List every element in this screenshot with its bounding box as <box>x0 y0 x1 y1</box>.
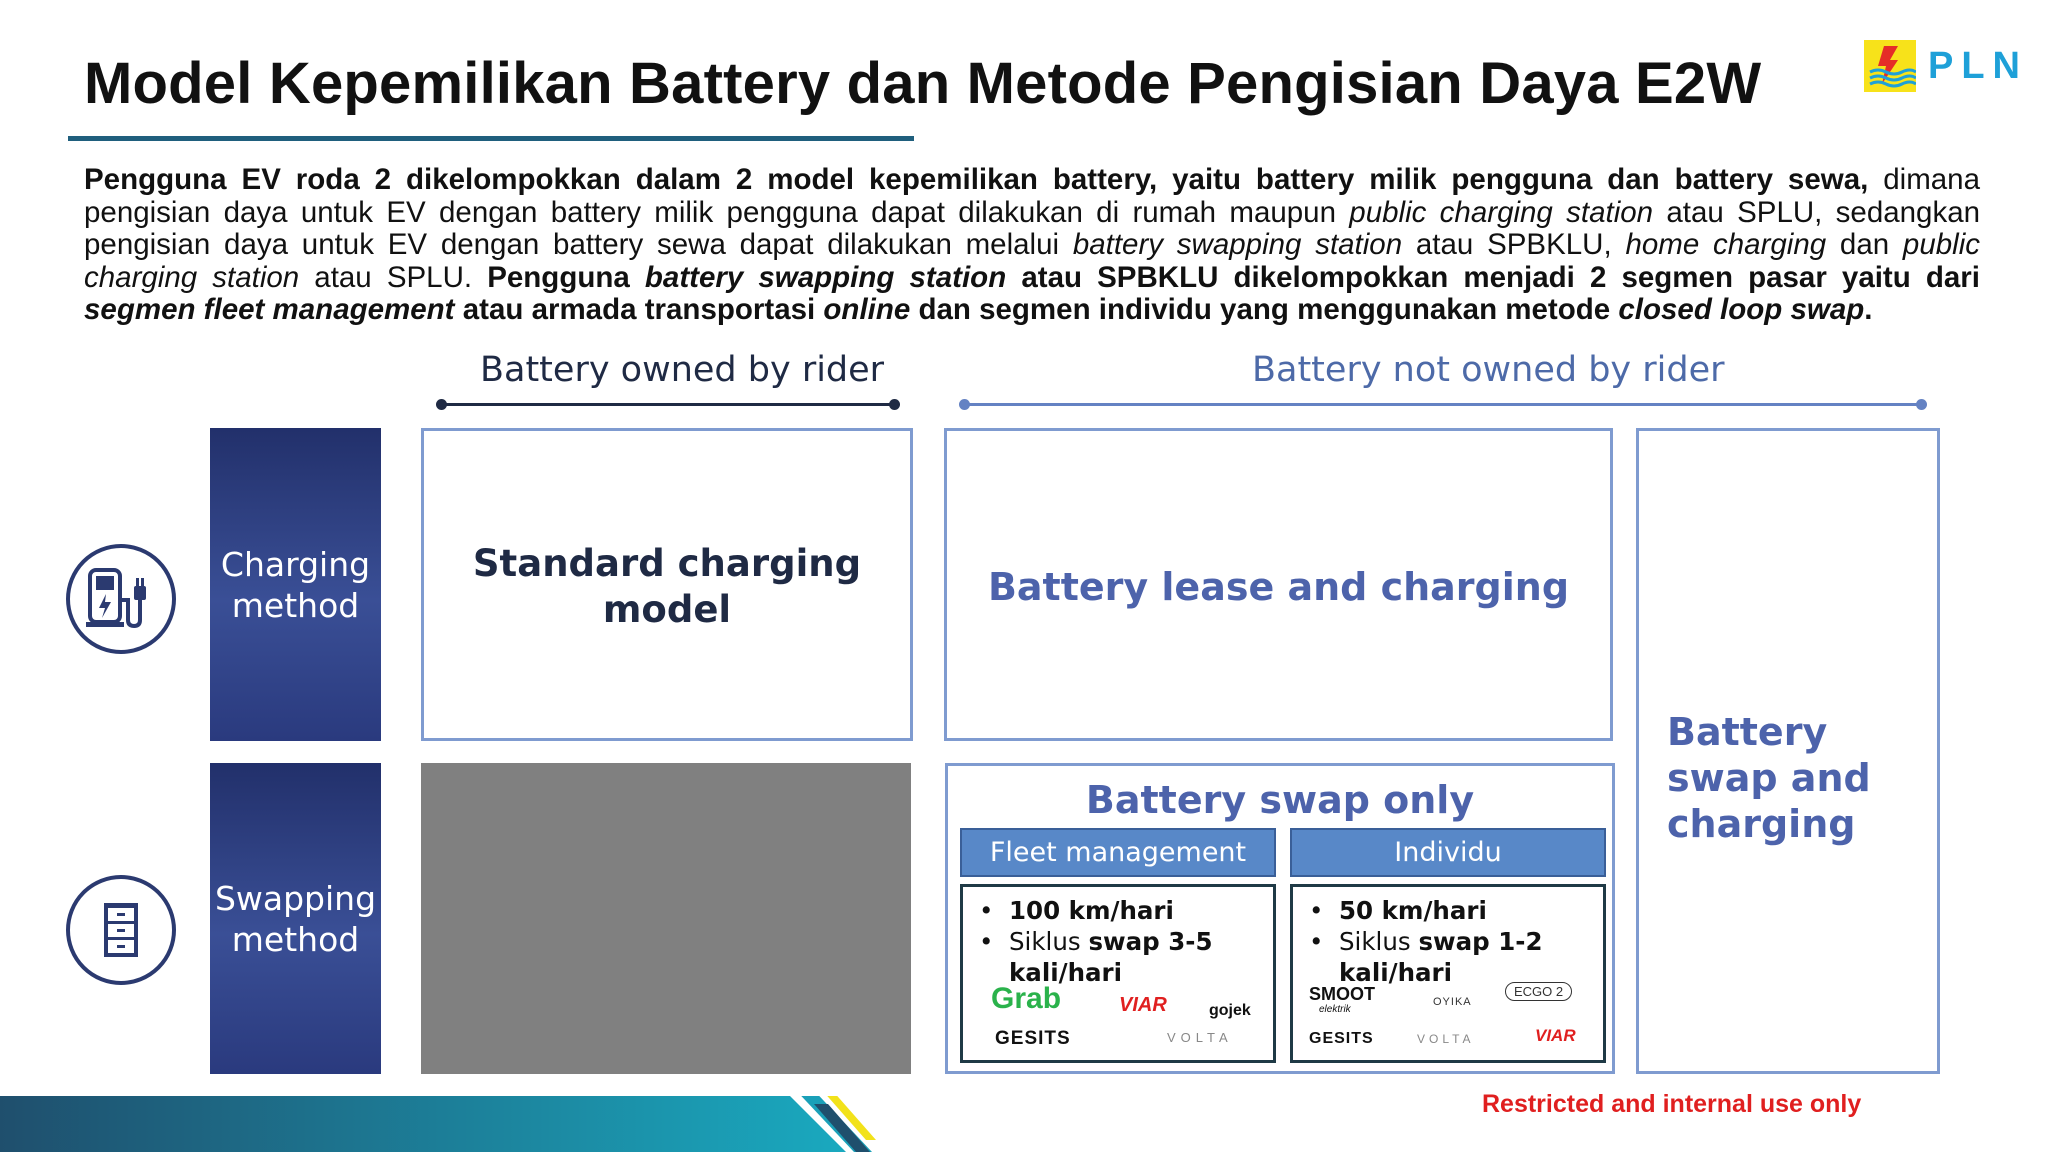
gesits-logo: GESITS <box>1309 1030 1374 1047</box>
fleet-management-details <box>960 884 1276 1063</box>
not-applicable-grey-box <box>421 763 911 1074</box>
fleet-management-header: Fleet management <box>960 828 1276 877</box>
gesits-logo: GESITS <box>995 1028 1071 1049</box>
intro-text: home charging <box>1625 228 1827 261</box>
battery-swap-charging-box <box>1636 428 1940 1074</box>
intro-text: battery swapping station <box>644 260 1007 294</box>
intro-text: battery swapping station <box>1072 228 1403 261</box>
owned-bracket-line <box>441 403 895 406</box>
battery-swap-only-label: Battery swap only <box>1085 778 1475 822</box>
battery-swap-only-box <box>945 763 1615 1074</box>
volta-logo: VOLTA <box>1417 1032 1475 1046</box>
pln-lightning-icon <box>1864 40 1916 92</box>
intro-text: segmen fleet management <box>84 293 455 326</box>
intro-text: atau SPLU. <box>299 260 488 294</box>
intro-text: dimana pengisian daya untuk EV dengan battery milik pengguna dapat dilakukan di rumah maupun <box>84 163 1980 229</box>
title-underline <box>68 136 914 141</box>
individu-brand-logos <box>1301 982 1597 1054</box>
intro-text: Pengguna EV roda 2 dikelompokkan dalam 2 model kepemilikan battery, yaitu battery milik pengguna dan battery sewa, <box>84 163 1869 196</box>
intro-text: atau armada transportasi <box>454 293 824 326</box>
intro-text: public charging station <box>1349 195 1654 229</box>
battery-cabinet-icon <box>66 875 176 985</box>
individu-swap-cycle <box>1307 926 1593 988</box>
standard-charging-label: Standard charging model <box>472 542 862 631</box>
row-label-swapping: Swapping method <box>210 763 381 1074</box>
intro-paragraph <box>84 164 1980 327</box>
fleet-swap-prefix: Siklus <box>1009 927 1089 956</box>
smoot-logo: SMOOT <box>1309 984 1375 1004</box>
intro-text: closed loop swap <box>1618 293 1865 326</box>
individu-swap-value: swap 1-2 kali/hari <box>1339 927 1543 987</box>
intro-text: . <box>1864 293 1873 326</box>
intro-text: atau SPBKLU dikelompokkan menjadi 2 segmen pasar yaitu dari <box>1006 260 1980 294</box>
intro-text: Pengguna <box>487 260 645 294</box>
individu-details <box>1290 884 1606 1063</box>
battery-swap-charging-label: Battery swap and charging <box>1667 710 1871 846</box>
standard-charging-box <box>421 428 913 741</box>
battery-lease-label: Battery lease and charging <box>987 565 1570 609</box>
volta-logo: VOLTA <box>1167 1030 1233 1045</box>
ecgo-logo: ECGO 2 <box>1505 982 1572 1001</box>
intro-text: public charging station <box>84 228 1980 294</box>
oyika-logo: OYIKA <box>1433 996 1472 1008</box>
restricted-notice: Restricted and internal use only <box>1482 1090 1862 1118</box>
header-battery-not-owned: Battery not owned by rider <box>1252 350 1725 390</box>
fleet-swap-value: swap 3-5 kali/hari <box>1009 927 1213 987</box>
fleet-swap-cycle <box>977 926 1263 988</box>
viar-logo: VIAR <box>1535 1026 1576 1045</box>
individu-distance-text: 50 km/hari <box>1339 896 1487 925</box>
individu-swap-prefix: Siklus <box>1339 927 1419 956</box>
pln-logo <box>1864 40 2028 92</box>
intro-text: online <box>823 293 911 326</box>
fleet-brand-logos <box>971 982 1267 1054</box>
ev-charger-icon <box>66 544 176 654</box>
grab-logo: Grab <box>991 982 1062 1015</box>
intro-text: atau SPBKLU, <box>1402 228 1626 261</box>
smoot-elektrik-text: elektrik <box>1319 1004 1351 1015</box>
intro-text: dan segmen individu yang menggunakan metode <box>910 293 1619 326</box>
page-title: Model Kepemilikan Battery dan Metode Pengisian Daya E2W <box>84 51 1762 116</box>
gojek-logo: gojek <box>1209 1002 1251 1019</box>
intro-text: dan <box>1826 228 1903 261</box>
battery-lease-box <box>944 428 1613 741</box>
intro-text: atau SPLU, sedangkan pengisian daya untuk EV dengan battery sewa dapat dilakukan melalui <box>84 195 1981 261</box>
not-owned-bracket-line <box>964 403 1922 406</box>
row-label-charging: Charging method <box>210 428 381 741</box>
viar-logo: VIAR <box>1119 994 1167 1016</box>
header-battery-owned: Battery owned by rider <box>480 350 885 390</box>
fleet-distance <box>977 895 1263 926</box>
pln-logo-text: PLN <box>1928 44 2028 87</box>
fleet-distance-text: 100 km/hari <box>1009 896 1174 925</box>
individu-header: Individu <box>1290 828 1606 877</box>
individu-distance <box>1307 895 1593 926</box>
